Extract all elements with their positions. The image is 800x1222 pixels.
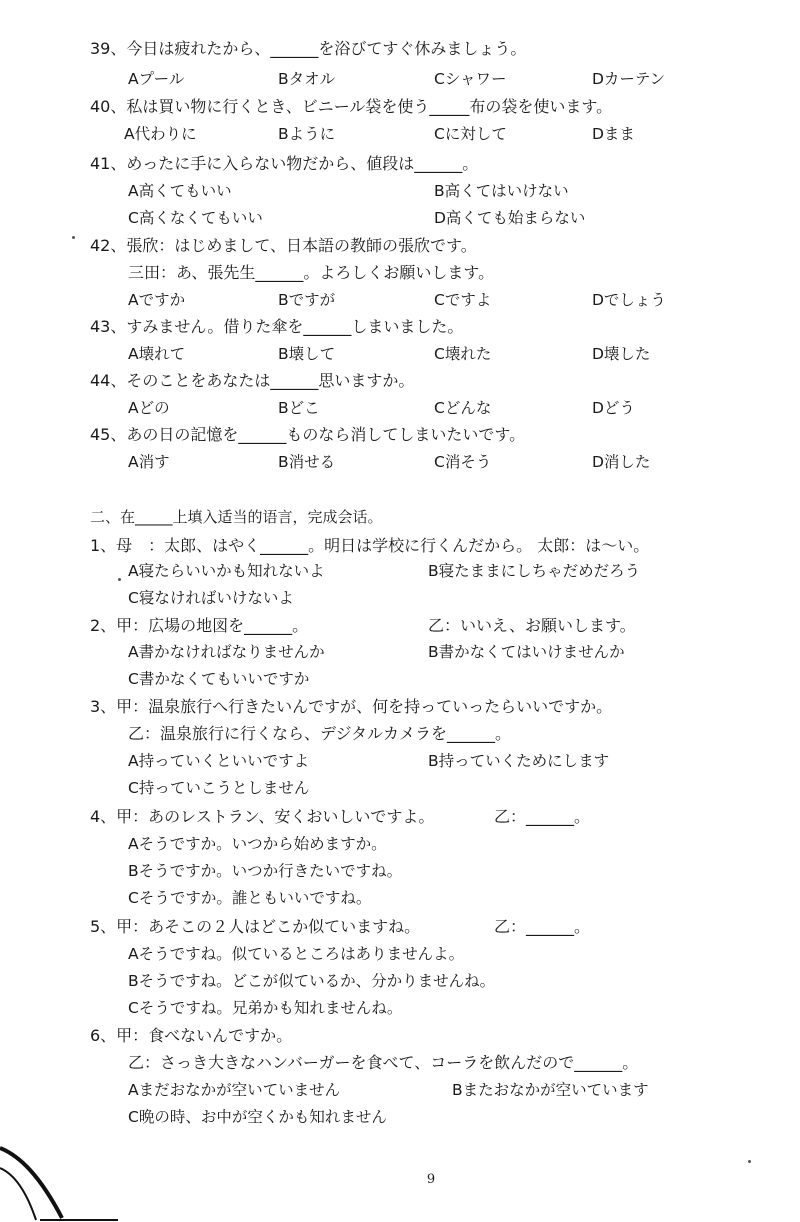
option-c: C晩の時、お中が空くかも知れません [128, 1108, 387, 1126]
option-a: Aそうですね。似ているところはありませんよ。 [128, 945, 465, 963]
option-b: B寝たままにしちゃだめだろう [428, 562, 641, 580]
option-c: C持っていこうとしません [128, 779, 310, 797]
section-heading: 二、在_____上填入适当的语言，完成会话。 [90, 508, 383, 526]
option-a: A代わりに [124, 125, 197, 143]
option-a: A書かなければなりませんか [128, 643, 325, 661]
option-b: B高くてはいけない [434, 182, 569, 200]
page-number: 9 [426, 1172, 436, 1187]
option-a: A壊れて [128, 345, 186, 363]
option-c: C寝なければいけないよ [128, 589, 294, 607]
dialog-3: 3、甲：温泉旅行へ行きたいんですが、何を持っていったらいいですか。 [90, 697, 613, 716]
option-a: Aどの [128, 399, 170, 417]
question-41: 41、めったに手に入らない物だから、値段は______。 [90, 154, 479, 173]
option-d: D消した [592, 453, 651, 471]
option-a: Aまだおなかが空いていません [128, 1081, 341, 1099]
option-c: C書かなくてもいいですか [128, 670, 310, 688]
option-a: Aそうですか。いつから始めますか。 [128, 835, 387, 853]
option-d: Dでしょう [592, 291, 666, 309]
question-42: 42、張欣：はじめまして、日本語の教師の張欣です。 [90, 236, 477, 255]
dialog-6: 6、甲：食べないんですか。 [90, 1026, 293, 1045]
dialog-5: 5、甲：あそこの２人はどこか似ていますね。 [90, 917, 421, 936]
option-d: D壊した [592, 345, 651, 363]
question-42-line2: 三田：あ、張先生______。よろしくお願いします。 [128, 263, 495, 282]
option-c: Cシャワー [434, 70, 507, 88]
option-b: Bタオル [278, 70, 336, 88]
option-c: Cそうですね。兄弟かも知れませんね。 [128, 999, 403, 1017]
option-a: A寝たらいいかも知れないよ [128, 562, 325, 580]
question-44: 44、そのことをあなたは______思いますか。 [90, 371, 415, 390]
question-43: 43、すみません。借りた傘を______しまいました。 [90, 317, 464, 336]
dialog-5-reply: 乙：______。 [494, 917, 591, 936]
option-b: Bように [278, 125, 336, 143]
option-b: B壊して [278, 345, 336, 363]
dialog-4-reply: 乙：______。 [494, 807, 591, 826]
option-a: A持っていくといいですよ [128, 752, 310, 770]
scan-stroke-mark [0, 1140, 120, 1222]
dialog-3-reply: 乙：温泉旅行に行くなら、デジタルカメラを______。 [128, 724, 512, 743]
scan-dot [118, 578, 121, 581]
question-45: 45、あの日の記憶を______ものなら消してしまいたいです。 [90, 425, 526, 444]
option-b: Bまたおなかが空いています [452, 1081, 649, 1099]
dialog-6-reply: 乙：さっき大きなハンバーガーを食べて、コーラを飲んだので______。 [128, 1053, 639, 1072]
option-a: A消す [128, 453, 170, 471]
option-c: C壊れた [434, 345, 492, 363]
option-a: Aですか [128, 291, 186, 309]
option-b: B書かなくてはいけませんか [428, 643, 625, 661]
option-d: Dまま [592, 125, 635, 143]
option-d: Dどう [592, 399, 635, 417]
question-40: 40、私は買い物に行くとき、ビニール袋を使う_____布の袋を使います。 [90, 97, 613, 116]
dialog-1: 1、母 ：太郎、はやく______。明日は学校に行くんだから。 太郎：は〜い。 [90, 536, 650, 555]
option-c: Cですよ [434, 291, 492, 309]
scan-dot [72, 236, 75, 239]
option-c: Cに対して [434, 125, 507, 143]
option-a: A高くてもいい [128, 182, 232, 200]
option-b: Bそうですか。いつか行きたいですね。 [128, 862, 403, 880]
dialog-2-reply: 乙：いいえ、お願いします。 [428, 616, 636, 635]
option-d: D高くても始まらない [434, 209, 586, 227]
option-d: Dカーテン [592, 70, 666, 88]
dialog-2: 2、甲：広場の地図を______。 [90, 616, 309, 635]
dialog-4: 4、甲：あのレストラン、安くおいしいですよ。 [90, 807, 435, 826]
option-b: B持っていくためにします [428, 752, 610, 770]
option-b: Bそうですね。どこが似ているか、分かりませんね。 [128, 972, 496, 990]
option-b: B消せる [278, 453, 336, 471]
scan-dot [748, 1160, 751, 1163]
option-a: Aプール [128, 70, 185, 88]
option-b: Bですが [278, 291, 336, 309]
question-39: 39、今日は疲れたから、______を浴びてすぐ休みましょう。 [90, 39, 527, 58]
option-c: C高くなくてもいい [128, 209, 263, 227]
option-b: Bどこ [278, 399, 320, 417]
option-c: Cそうですか。誰ともいいですね。 [128, 889, 372, 907]
option-c: Cどんな [434, 399, 492, 417]
option-c: C消そう [434, 453, 492, 471]
